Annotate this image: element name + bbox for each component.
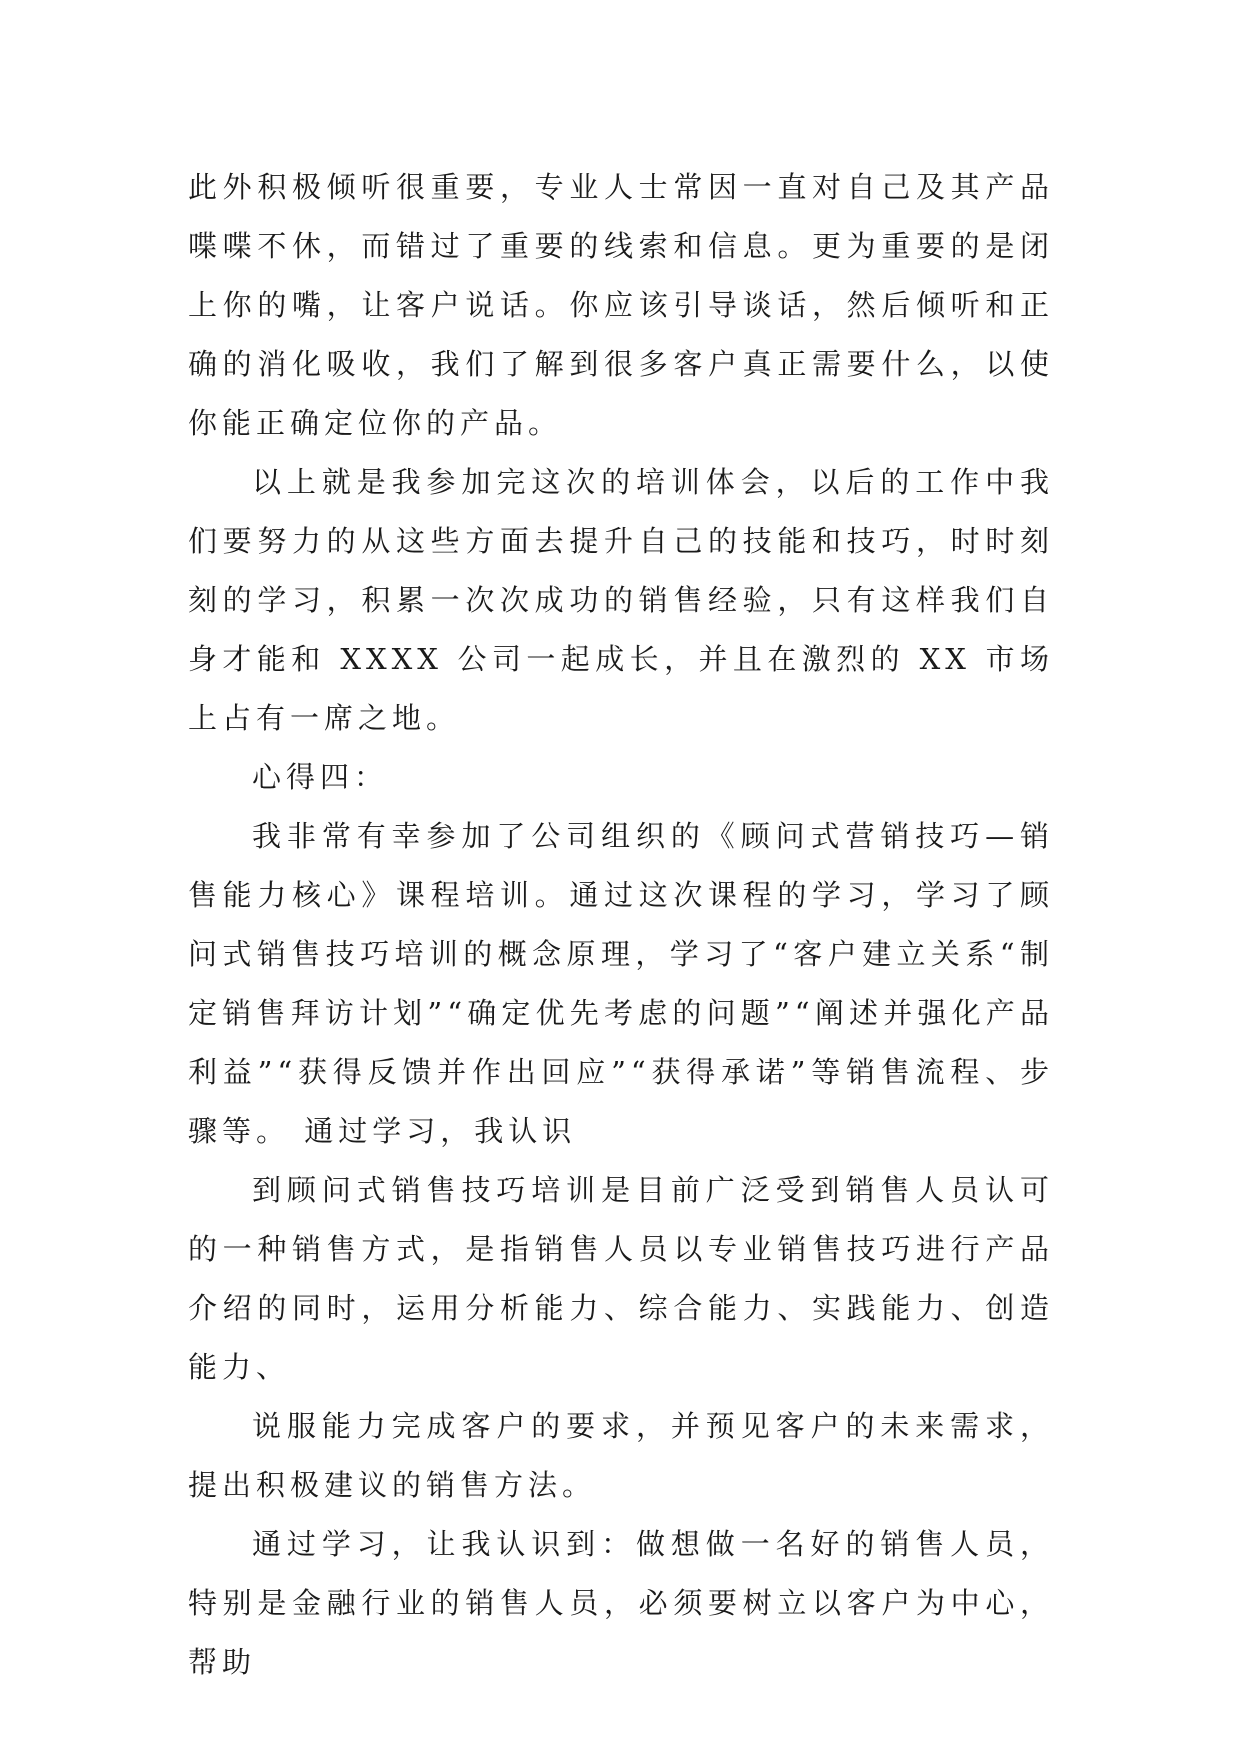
- paragraph-learning-insight: 通过学习，让我认识到：做想做一名好的销售人员，特别是金融行业的销售人员，必须要树立以客户为中心，帮助: [188, 1527, 1054, 1679]
- section-heading-xinde-4: 心得四：: [252, 760, 389, 794]
- paragraph-training-summary: 以上就是我参加完这次的培训体会，以后的工作中我们要努力的从这些方面去提升自己的技能和技巧，时时刻刻的学习，积累一次次成功的销售经验，只有这样我们自身才能和 XXXX 公司一起成长，并且在激烈的 XX 市场上占有一席之地。: [188, 465, 1054, 735]
- paragraph-consultative-definition: 到顾问式销售技巧培训是目前广泛受到销售人员认可的一种销售方式，是指销售人员以专业销售技巧进行产品介绍的同时，运用分析能力、综合能力、实践能力、创造能力、: [188, 1173, 1054, 1384]
- paragraph-listening: 此外积极倾听很重要，专业人士常因一直对自己及其产品喋喋不休，而错过了重要的线索和信息。更为重要的是闭上你的嘴，让客户说话。你应该引导谈话，然后倾听和正确的消化吸收，我们了解到很多客户真正需要什么，以使你能正确定位你的产品。: [188, 170, 1054, 440]
- paragraph-persuasion: 说服能力完成客户的要求，并预见客户的未来需求，提出积极建议的销售方法。: [188, 1409, 1054, 1502]
- paragraph-course-intro: 我非常有幸参加了公司组织的《顾问式营销技巧—销售能力核心》课程培训。通过这次课程的学习，学习了顾问式销售技巧培训的概念原理，学习了“客户建立关系“制定销售拜访计划”“确定优先考虑的问题”“阐述并强化产品利益”“获得反馈并作出回应”“获得承诺”等销售流程、步骤等。 通过学习，我认识: [188, 819, 1054, 1148]
- document-body: [188, 158, 1054, 1692]
